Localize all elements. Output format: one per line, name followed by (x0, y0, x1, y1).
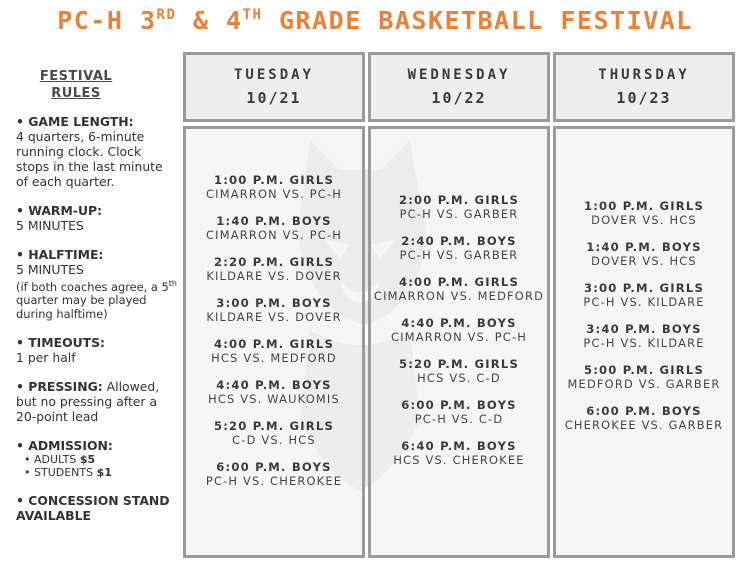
game-time: 6:00 P.M. BOYS (586, 404, 702, 418)
admission-students: • STUDENTS $1 (16, 466, 178, 479)
game-entry (371, 193, 547, 221)
game-matchup: PC-H VS. C-D (414, 412, 504, 426)
game-time: 4:40 P.M. BOYS (401, 316, 517, 330)
festival-rules (16, 68, 178, 537)
game-matchup: CIMARRON VS. PC-H (390, 330, 528, 344)
rules-heading: FESTIVAL RULES (39, 69, 113, 101)
game-entry (371, 357, 547, 385)
game-matchup: HCS VS. WAUKOMIS (208, 392, 340, 406)
day-column-wednesday (368, 126, 550, 558)
game-entry (556, 240, 732, 268)
game-entry (371, 275, 547, 303)
game-matchup: HCS VS. MEDFORD (211, 351, 337, 365)
game-matchup: CIMARRON VS. MEDFORD (373, 289, 545, 303)
game-entry (371, 316, 547, 344)
rule-halftime: • HALFTIME: 5 MINUTES (if both coaches agree, a 5th quarter may be played during halftime) (16, 247, 178, 321)
game-entry (186, 173, 362, 201)
game-time: 1:00 P.M. GIRLS (213, 173, 335, 187)
game-time: 6:40 P.M. BOYS (401, 439, 517, 453)
game-entry (556, 404, 732, 432)
game-matchup: PC-H VS. GARBER (399, 207, 519, 221)
game-matchup: C-D VS. HCS (232, 433, 316, 447)
game-time: 4:00 P.M. GIRLS (213, 337, 335, 351)
game-matchup: CIMARRON VS. PC-H (205, 228, 343, 242)
game-entry (186, 214, 362, 242)
rule-pressing: • PRESSING: Allowed, but no pressing after a 20-point lead (16, 379, 178, 424)
game-matchup: DOVER VS. HCS (591, 213, 697, 227)
game-matchup: PC-H VS. KILDARE (583, 295, 705, 309)
game-matchup: HCS VS. CHEROKEE (393, 453, 525, 467)
game-matchup: DOVER VS. HCS (591, 254, 697, 268)
game-time: 3:40 P.M. BOYS (586, 322, 702, 336)
game-entry (556, 281, 732, 309)
rule-concession: • CONCESSION STAND AVAILABLE (16, 493, 178, 523)
game-matchup: CIMARRON VS. PC-H (205, 187, 343, 201)
game-time: 2:20 P.M. GIRLS (213, 255, 335, 269)
game-matchup: KILDARE VS. DOVER (206, 310, 342, 324)
game-entry (186, 337, 362, 365)
game-time: 1:00 P.M. GIRLS (583, 199, 705, 213)
day-column-tuesday (183, 126, 365, 558)
game-entry (371, 234, 547, 262)
game-entry (371, 439, 547, 467)
game-time: 1:40 P.M. BOYS (586, 240, 702, 254)
game-time: 1:40 P.M. BOYS (216, 214, 332, 228)
game-time: 4:40 P.M. BOYS (216, 378, 332, 392)
game-matchup: PC-H VS. KILDARE (583, 336, 705, 350)
game-entry (186, 460, 362, 488)
game-entry (556, 363, 732, 391)
game-entry (371, 398, 547, 426)
rule-timeouts: • TIMEOUTS: 1 per half (16, 335, 178, 365)
day-header-thursday: THURSDAY 10/23 (553, 52, 735, 122)
game-entry (556, 199, 732, 227)
day-header-tuesday: TUESDAY 10/21 (183, 52, 365, 122)
game-time: 2:40 P.M. BOYS (401, 234, 517, 248)
game-time: 5:20 P.M. GIRLS (398, 357, 520, 371)
game-time: 6:00 P.M. BOYS (401, 398, 517, 412)
admission-adults: • ADULTS $5 (16, 453, 178, 466)
game-matchup: HCS VS. C-D (417, 371, 501, 385)
game-entry (556, 322, 732, 350)
game-entry (186, 296, 362, 324)
game-time: 5:00 P.M. GIRLS (583, 363, 705, 377)
game-time: 4:00 P.M. GIRLS (398, 275, 520, 289)
game-time: 5:20 P.M. GIRLS (213, 419, 335, 433)
game-matchup: PC-H VS. GARBER (399, 248, 519, 262)
rule-admission: • ADMISSION: • ADULTS $5 • STUDENTS $1 (16, 438, 178, 479)
game-time: 3:00 P.M. BOYS (216, 296, 332, 310)
rule-warm-up: • WARM-UP: 5 MINUTES (16, 203, 178, 233)
game-matchup: CHEROKEE VS. GARBER (564, 418, 724, 432)
game-matchup: MEDFORD VS. GARBER (567, 377, 721, 391)
game-entry (186, 255, 362, 283)
game-matchup: KILDARE VS. DOVER (206, 269, 342, 283)
game-time: 6:00 P.M. BOYS (216, 460, 332, 474)
day-header-wednesday: WEDNESDAY 10/22 (368, 52, 550, 122)
day-column-thursday (553, 126, 735, 558)
game-time: 2:00 P.M. GIRLS (398, 193, 520, 207)
rule-game-length: • GAME LENGTH: 4 quarters, 6-minute running clock. Clock stops in the last minute of each quarter. (16, 114, 178, 189)
game-matchup: PC-H VS. CHEROKEE (205, 474, 343, 488)
game-entry (186, 378, 362, 406)
game-entry (186, 419, 362, 447)
page-title: PC-H 3RD & 4TH GRADE BASKETBALL FESTIVAL (57, 6, 693, 35)
game-time: 3:00 P.M. GIRLS (583, 281, 705, 295)
